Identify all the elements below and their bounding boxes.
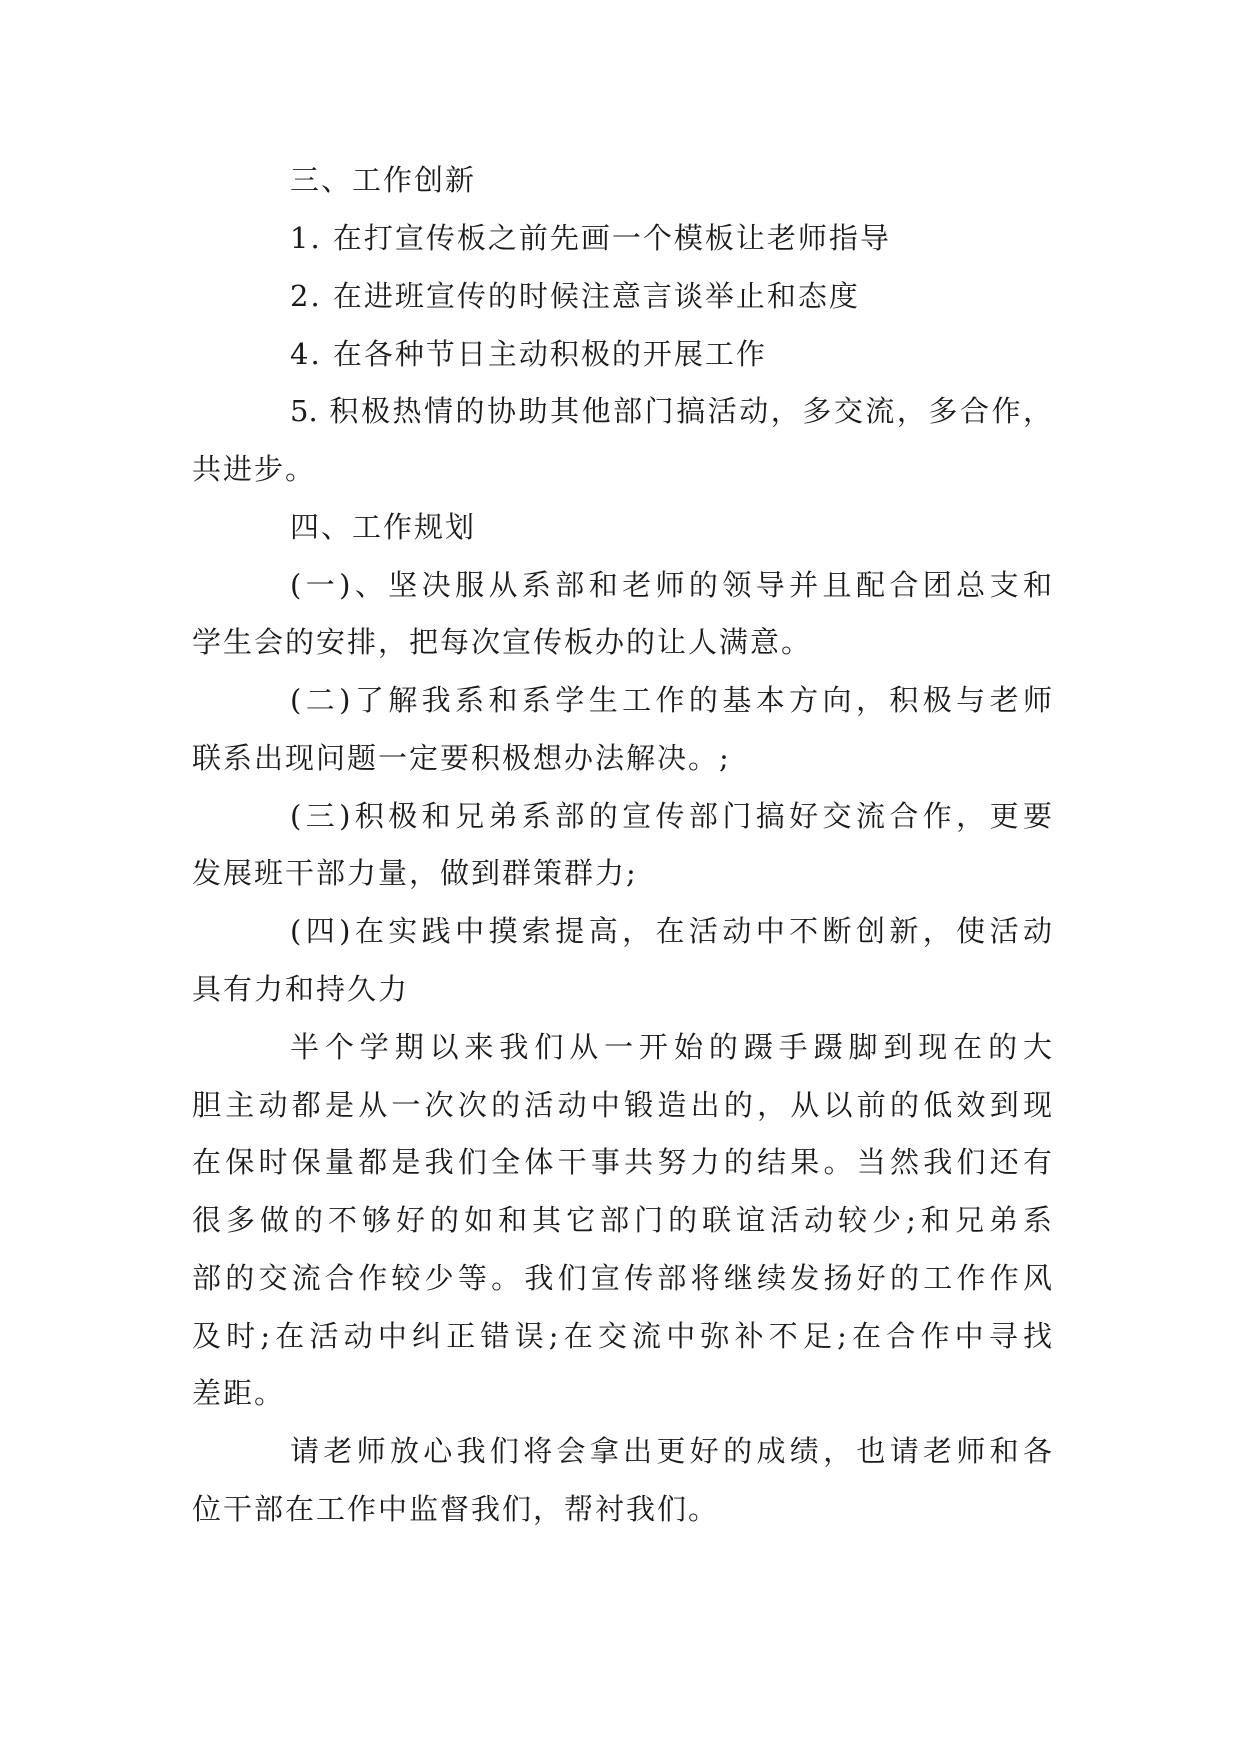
paragraph-line: 胆主动都是从一次次的活动中锻造出的，从以前的低效到现	[192, 1088, 1052, 1122]
paragraph-line: 部的交流合作较少等。我们宣传部将继续发扬好的工作作风	[192, 1261, 1052, 1295]
plan-item: (一)、坚决服从系部和老师的领导并且配合团总支和	[290, 568, 1052, 602]
plan-item: (三)积极和兄弟系部的宣传部门搞好交流合作，更要	[290, 799, 1052, 833]
plan-item-continuation: 发展班干部力量，做到群策群力;	[192, 856, 638, 890]
plan-item-continuation: 学生会的安排，把每次宣传板办的让人满意。	[192, 625, 813, 659]
list-item: 5. 积极热情的协助其他部门搞活动，多交流，多合作，	[290, 394, 1052, 428]
paragraph-line: 差距。	[192, 1376, 286, 1410]
list-item: 4. 在各种节日主动积极的开展工作	[290, 337, 767, 371]
paragraph-line: 半个学期以来我们从一开始的蹑手蹑脚到现在的大	[290, 1030, 1052, 1064]
plan-item: (二)了解我系和系学生工作的基本方向，积极与老师	[290, 683, 1052, 717]
list-item: 2. 在进班宣传的时候注意言谈举止和态度	[290, 279, 860, 313]
paragraph-line: 很多做的不够好的如和其它部门的联谊活动较少;和兄弟系	[192, 1203, 1052, 1237]
closing-line: 位干部在工作中监督我们，帮衬我们。	[192, 1492, 720, 1526]
paragraph-line: 及时;在活动中纠正错误;在交流中弥补不足;在合作中寻找	[192, 1319, 1052, 1353]
section-heading-planning: 四、工作规划	[290, 510, 477, 544]
list-item-continuation: 共进步。	[192, 452, 317, 486]
closing-line: 请老师放心我们将会拿出更好的成绩，也请老师和各	[290, 1434, 1052, 1468]
list-item: 1. 在打宣传板之前先画一个模板让老师指导	[290, 221, 891, 255]
section-heading-innovation: 三、工作创新	[290, 163, 477, 197]
paragraph-line: 在保时保量都是我们全体干事共努力的结果。当然我们还有	[192, 1145, 1052, 1179]
plan-item-continuation: 联系出现问题一定要积极想办法解决。;	[192, 741, 731, 775]
plan-item: (四)在实践中摸索提高，在活动中不断创新，使活动	[290, 914, 1052, 948]
plan-item-continuation: 具有力和持久力	[192, 972, 410, 1006]
